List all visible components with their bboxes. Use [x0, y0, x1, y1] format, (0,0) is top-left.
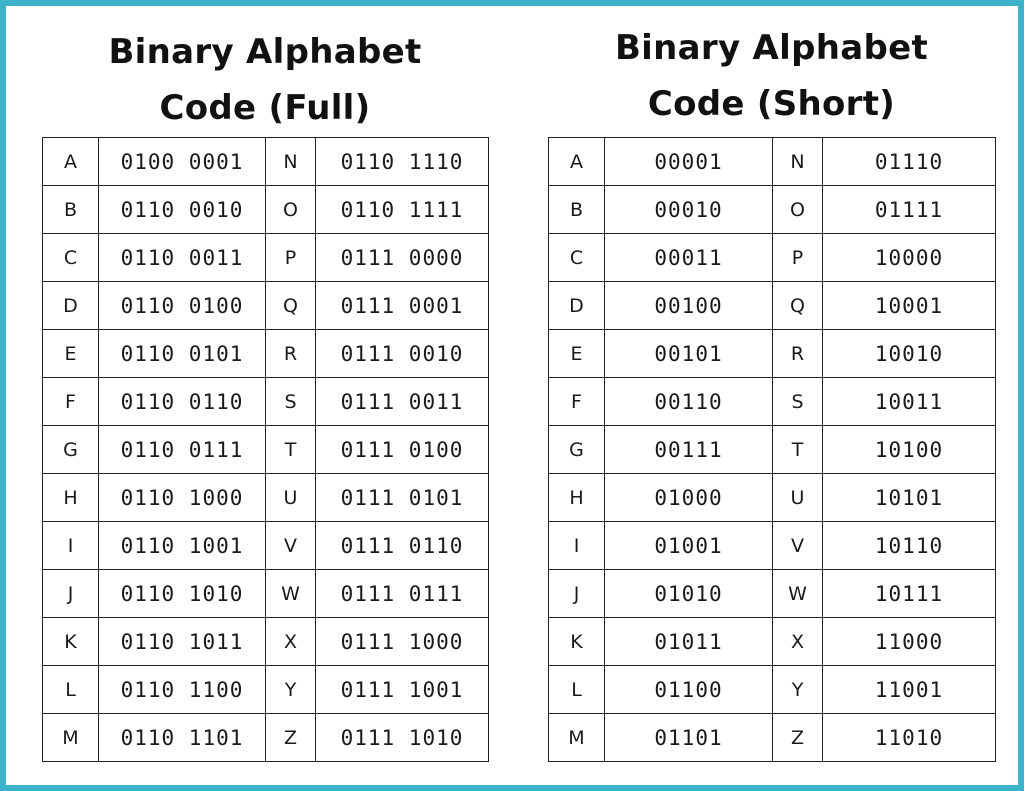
binary-code-cell: 0111 1001: [316, 666, 489, 714]
binary-code-cell: 0111 0111: [316, 570, 489, 618]
table-row: [549, 714, 996, 762]
binary-code-cell: 0111 1000: [316, 618, 489, 666]
table-row: [43, 330, 489, 378]
letter-cell: I: [43, 522, 99, 570]
binary-code-cell: 0111 0000: [316, 234, 489, 282]
binary-code-cell: 0111 0010: [316, 330, 489, 378]
letter-cell: Z: [266, 714, 316, 762]
letter-cell: N: [773, 138, 823, 186]
binary-code-cell: 01010: [605, 570, 773, 618]
binary-code-cell: 0111 0001: [316, 282, 489, 330]
letter-cell: R: [266, 330, 316, 378]
table-row: [549, 330, 996, 378]
binary-code-cell: 0110 1010: [99, 570, 266, 618]
binary-code-cell: 11010: [823, 714, 996, 762]
binary-code-cell: 10011: [823, 378, 996, 426]
binary-code-cell: 0111 0101: [316, 474, 489, 522]
full-code-table: [42, 137, 489, 762]
binary-code-cell: 01001: [605, 522, 773, 570]
table-row: [549, 234, 996, 282]
short-code-title: [548, 20, 995, 132]
letter-cell: I: [549, 522, 605, 570]
short-code-table: [548, 137, 996, 762]
binary-code-cell: 10001: [823, 282, 996, 330]
letter-cell: D: [43, 282, 99, 330]
binary-code-cell: 00100: [605, 282, 773, 330]
table-row: [549, 474, 996, 522]
binary-code-cell: 10000: [823, 234, 996, 282]
letter-cell: V: [773, 522, 823, 570]
letter-cell: S: [773, 378, 823, 426]
table-row: [549, 282, 996, 330]
table-row: [43, 570, 489, 618]
table-row: [549, 378, 996, 426]
binary-code-cell: 0110 0110: [99, 378, 266, 426]
binary-code-cell: 00001: [605, 138, 773, 186]
table-row: [43, 234, 489, 282]
binary-code-cell: 10100: [823, 426, 996, 474]
letter-cell: X: [773, 618, 823, 666]
letter-cell: F: [43, 378, 99, 426]
binary-code-cell: 00011: [605, 234, 773, 282]
binary-code-cell: 0110 1001: [99, 522, 266, 570]
letter-cell: C: [43, 234, 99, 282]
letter-cell: V: [266, 522, 316, 570]
short-code-title-line2: Code (Short): [647, 84, 896, 124]
letter-cell: B: [43, 186, 99, 234]
binary-code-cell: 00111: [605, 426, 773, 474]
full-code-title-line2: Code (Full): [159, 88, 371, 128]
table-row: [549, 618, 996, 666]
binary-code-cell: 01000: [605, 474, 773, 522]
letter-cell: Q: [266, 282, 316, 330]
letter-cell: Y: [266, 666, 316, 714]
binary-code-cell: 10101: [823, 474, 996, 522]
table-row: [549, 426, 996, 474]
table-row: [43, 138, 489, 186]
letter-cell: H: [549, 474, 605, 522]
letter-cell: W: [773, 570, 823, 618]
binary-code-cell: 11000: [823, 618, 996, 666]
binary-code-cell: 0110 0111: [99, 426, 266, 474]
binary-code-cell: 0111 0100: [316, 426, 489, 474]
binary-code-cell: 0100 0001: [99, 138, 266, 186]
letter-cell: J: [549, 570, 605, 618]
letter-cell: W: [266, 570, 316, 618]
binary-code-cell: 0110 1110: [316, 138, 489, 186]
letter-cell: A: [549, 138, 605, 186]
binary-code-cell: 01111: [823, 186, 996, 234]
letter-cell: M: [43, 714, 99, 762]
table-row: [43, 186, 489, 234]
letter-cell: U: [773, 474, 823, 522]
binary-code-cell: 0110 1000: [99, 474, 266, 522]
letter-cell: Z: [773, 714, 823, 762]
binary-code-cell: 10111: [823, 570, 996, 618]
letter-cell: U: [266, 474, 316, 522]
full-code-title: [42, 24, 488, 136]
binary-code-cell: 0110 0010: [99, 186, 266, 234]
table-row: [43, 282, 489, 330]
binary-code-cell: 0111 0110: [316, 522, 489, 570]
table-row: [549, 138, 996, 186]
table-row: [549, 570, 996, 618]
binary-code-cell: 0110 0100: [99, 282, 266, 330]
binary-code-cell: 0110 1011: [99, 618, 266, 666]
letter-cell: K: [43, 618, 99, 666]
letter-cell: C: [549, 234, 605, 282]
letter-cell: F: [549, 378, 605, 426]
letter-cell: O: [266, 186, 316, 234]
binary-code-cell: 0110 0011: [99, 234, 266, 282]
binary-code-cell: 10110: [823, 522, 996, 570]
short-code-title-line1: Binary Alphabet: [614, 28, 929, 68]
binary-code-cell: 00110: [605, 378, 773, 426]
binary-code-cell: 01100: [605, 666, 773, 714]
letter-cell: L: [549, 666, 605, 714]
table-row: [549, 522, 996, 570]
letter-cell: L: [43, 666, 99, 714]
full-code-title-line1: Binary Alphabet: [108, 32, 422, 72]
letter-cell: M: [549, 714, 605, 762]
letter-cell: T: [266, 426, 316, 474]
letter-cell: P: [266, 234, 316, 282]
binary-code-cell: 0110 1101: [99, 714, 266, 762]
table-row: [43, 522, 489, 570]
table-row: [43, 666, 489, 714]
binary-code-cell: 0110 0101: [99, 330, 266, 378]
letter-cell: O: [773, 186, 823, 234]
letter-cell: N: [266, 138, 316, 186]
letter-cell: S: [266, 378, 316, 426]
letter-cell: Q: [773, 282, 823, 330]
table-row: [43, 426, 489, 474]
binary-code-cell: 01101: [605, 714, 773, 762]
table-row: [549, 186, 996, 234]
binary-code-cell: 0110 1100: [99, 666, 266, 714]
table-row: [43, 618, 489, 666]
letter-cell: R: [773, 330, 823, 378]
letter-cell: P: [773, 234, 823, 282]
binary-code-cell: 11001: [823, 666, 996, 714]
letter-cell: B: [549, 186, 605, 234]
binary-code-cell: 00101: [605, 330, 773, 378]
letter-cell: T: [773, 426, 823, 474]
table-row: [549, 666, 996, 714]
binary-code-cell: 00010: [605, 186, 773, 234]
table-row: [43, 378, 489, 426]
letter-cell: G: [43, 426, 99, 474]
binary-code-cell: 0111 0011: [316, 378, 489, 426]
binary-code-cell: 10010: [823, 330, 996, 378]
binary-code-cell: 0110 1111: [316, 186, 489, 234]
letter-cell: E: [43, 330, 99, 378]
letter-cell: K: [549, 618, 605, 666]
letter-cell: H: [43, 474, 99, 522]
binary-code-cell: 01110: [823, 138, 996, 186]
letter-cell: X: [266, 618, 316, 666]
table-row: [43, 474, 489, 522]
letter-cell: G: [549, 426, 605, 474]
letter-cell: A: [43, 138, 99, 186]
binary-code-cell: 01011: [605, 618, 773, 666]
binary-code-cell: 0111 1010: [316, 714, 489, 762]
letter-cell: Y: [773, 666, 823, 714]
letter-cell: E: [549, 330, 605, 378]
letter-cell: D: [549, 282, 605, 330]
table-row: [43, 714, 489, 762]
letter-cell: J: [43, 570, 99, 618]
